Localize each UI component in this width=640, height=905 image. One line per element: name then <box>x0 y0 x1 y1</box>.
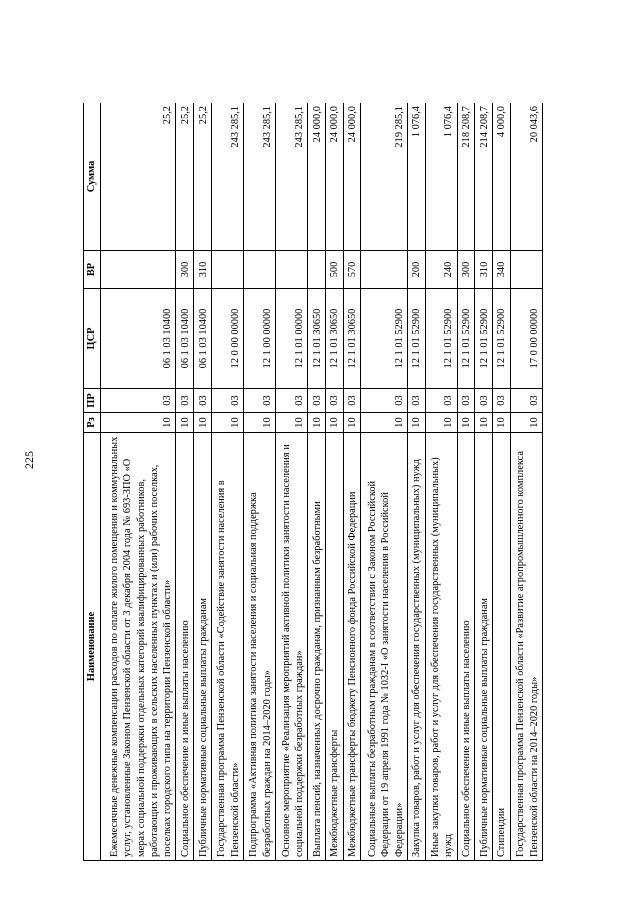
col-header-pr: ПР <box>84 389 101 413</box>
cell-sum: 243 285,1 <box>211 103 243 251</box>
cell-rz: 10 <box>211 413 243 433</box>
table-header-row <box>84 103 101 861</box>
cell-csr: 06 1 03 10400 <box>194 289 212 389</box>
cell-pr: 03 <box>308 389 326 413</box>
cell-csr: 12 0 00 00000 <box>211 289 243 389</box>
cell-rz: 10 <box>407 413 425 433</box>
cell-vr <box>101 251 176 289</box>
budget-table <box>83 103 543 861</box>
cell-csr: 12 1 01 52900 <box>407 289 425 389</box>
table-row <box>276 103 308 861</box>
table-row <box>425 103 457 861</box>
cell-pr: 03 <box>361 389 408 413</box>
cell-vr: 500 <box>325 251 343 289</box>
cell-sum: 4 000,0 <box>493 103 511 251</box>
cell-csr: 12 1 01 00000 <box>276 289 308 389</box>
cell-sum: 243 285,1 <box>243 103 275 251</box>
col-header-name: Наименование <box>84 433 101 861</box>
cell-csr: 12 1 01 30650 <box>308 289 326 389</box>
cell-vr: 200 <box>407 251 425 289</box>
cell-vr <box>243 251 275 289</box>
cell-name: Социальное обеспечение и иные выплаты населению <box>457 433 475 861</box>
cell-pr: 03 <box>176 389 194 413</box>
table-row <box>243 103 275 861</box>
cell-rz: 10 <box>510 413 542 433</box>
col-header-csr: ЦСР <box>84 289 101 389</box>
cell-vr <box>361 251 408 289</box>
cell-name: Выплата пенсий, назначенных досрочно гражданам, признанным безработными <box>308 433 326 861</box>
cell-sum: 25,2 <box>176 103 194 251</box>
table-row <box>457 103 475 861</box>
table-row <box>361 103 408 861</box>
col-header-vr: ВР <box>84 251 101 289</box>
cell-name: Публичные нормативные социальные выплаты гражданам <box>194 433 212 861</box>
table-row <box>176 103 194 861</box>
cell-pr: 03 <box>407 389 425 413</box>
cell-name: Социальное обеспечение и иные выплаты населению <box>176 433 194 861</box>
table-row <box>510 103 542 861</box>
cell-vr: 240 <box>425 251 457 289</box>
cell-pr: 03 <box>211 389 243 413</box>
table-row <box>343 103 361 861</box>
cell-rz: 10 <box>457 413 475 433</box>
cell-csr: 12 1 01 30650 <box>343 289 361 389</box>
cell-name: Закупка товаров, работ и услуг для обеспечения государственных (муниципальных) нужд <box>407 433 425 861</box>
cell-rz: 10 <box>308 413 326 433</box>
budget-table-rotated <box>83 103 543 861</box>
cell-pr: 03 <box>457 389 475 413</box>
cell-rz: 10 <box>194 413 212 433</box>
cell-rz: 10 <box>425 413 457 433</box>
cell-name: Социальные выплаты безработным гражданам в соответствии с Законом Российской Федерации от 19 апреля 1991 года № 1032-I «О занятости населения в Российской Федерации» <box>361 433 408 861</box>
cell-pr: 03 <box>425 389 457 413</box>
cell-csr: 12 1 01 30650 <box>325 289 343 389</box>
cell-sum: 214 208,7 <box>475 103 493 251</box>
cell-name: Ежемесячные денежные компенсации расходов по оплате жилого помещения и коммунальных услуг, установленные Законом Пензенской области от 3 декабря 2004 года № 693-ЗПО «О мерах социальной поддержки отдельных категорий квалифицированных работников, работающих и проживающих в сельских населенных пунктах и (или) рабочих поселках, поселках городского типа на территории Пензенской области» <box>101 433 176 861</box>
cell-pr: 03 <box>510 389 542 413</box>
cell-vr <box>510 251 542 289</box>
cell-pr: 03 <box>101 389 176 413</box>
cell-rz: 10 <box>176 413 194 433</box>
cell-name: Межбюджетные трансферты <box>325 433 343 861</box>
cell-pr: 03 <box>343 389 361 413</box>
cell-csr: 17 0 00 00000 <box>510 289 542 389</box>
cell-vr: 570 <box>343 251 361 289</box>
cell-sum: 219 285,1 <box>361 103 408 251</box>
table-row <box>325 103 343 861</box>
cell-name: Государственная программа Пензенской области «Развитие агропромышленного комплекса Пензенской области на 2014–2020 годы» <box>510 433 542 861</box>
cell-rz: 10 <box>361 413 408 433</box>
cell-pr: 03 <box>194 389 212 413</box>
cell-rz: 10 <box>475 413 493 433</box>
cell-sum: 24 000,0 <box>343 103 361 251</box>
cell-vr: 340 <box>493 251 511 289</box>
col-header-sum: Сумма <box>84 103 101 251</box>
cell-vr: 310 <box>194 251 212 289</box>
page-number: 225 <box>22 451 36 469</box>
cell-vr: 300 <box>176 251 194 289</box>
cell-rz: 10 <box>343 413 361 433</box>
cell-vr: 300 <box>457 251 475 289</box>
cell-sum: 218 208,7 <box>457 103 475 251</box>
table-row <box>194 103 212 861</box>
cell-sum: 243 285,1 <box>276 103 308 251</box>
cell-name: Иные закупки товаров, работ и услуг для обеспечения государственных (муниципальных) нужд <box>425 433 457 861</box>
cell-csr: 06 1 03 10400 <box>101 289 176 389</box>
cell-pr: 03 <box>475 389 493 413</box>
cell-pr: 03 <box>243 389 275 413</box>
cell-sum: 25,2 <box>101 103 176 251</box>
table-row <box>493 103 511 861</box>
cell-name: Основное мероприятие «Реализация мероприятий активной политики занятости населения и социальной поддержки безработных граждан» <box>276 433 308 861</box>
cell-sum: 25,2 <box>194 103 212 251</box>
cell-sum: 20 043,6 <box>510 103 542 251</box>
cell-vr <box>276 251 308 289</box>
table-row <box>211 103 243 861</box>
cell-rz: 10 <box>243 413 275 433</box>
cell-vr <box>211 251 243 289</box>
col-header-rz: Рз <box>84 413 101 433</box>
cell-csr: 12 1 01 52900 <box>493 289 511 389</box>
table-row <box>308 103 326 861</box>
cell-sum: 1 076,4 <box>425 103 457 251</box>
cell-rz: 10 <box>325 413 343 433</box>
cell-csr: 12 1 01 52900 <box>475 289 493 389</box>
cell-name: Подпрограмма «Активная политика занятости населения и социальная поддержка безработных граждан на 2014–2020 годы» <box>243 433 275 861</box>
cell-pr: 03 <box>493 389 511 413</box>
cell-rz: 10 <box>101 413 176 433</box>
cell-pr: 03 <box>325 389 343 413</box>
cell-csr: 12 1 01 52900 <box>361 289 408 389</box>
cell-vr <box>308 251 326 289</box>
cell-csr: 12 1 00 00000 <box>243 289 275 389</box>
table-row <box>407 103 425 861</box>
cell-rz: 10 <box>493 413 511 433</box>
table-row <box>101 103 176 861</box>
cell-sum: 24 000,0 <box>325 103 343 251</box>
cell-csr: 12 1 01 52900 <box>425 289 457 389</box>
cell-sum: 1 076,4 <box>407 103 425 251</box>
cell-pr: 03 <box>276 389 308 413</box>
cell-name: Публичные нормативные социальные выплаты гражданам <box>475 433 493 861</box>
cell-name: Межбюджетные трансферты бюджету Пенсионного фонда Российской Федерации <box>343 433 361 861</box>
table-row <box>475 103 493 861</box>
cell-sum: 24 000,0 <box>308 103 326 251</box>
cell-name: Стипендии <box>493 433 511 861</box>
cell-vr: 310 <box>475 251 493 289</box>
cell-name: Государственная программа Пензенской области «Содействие занятости населения в Пензенской области» <box>211 433 243 861</box>
cell-csr: 12 1 01 52900 <box>457 289 475 389</box>
cell-csr: 06 1 03 10400 <box>176 289 194 389</box>
cell-rz: 10 <box>276 413 308 433</box>
